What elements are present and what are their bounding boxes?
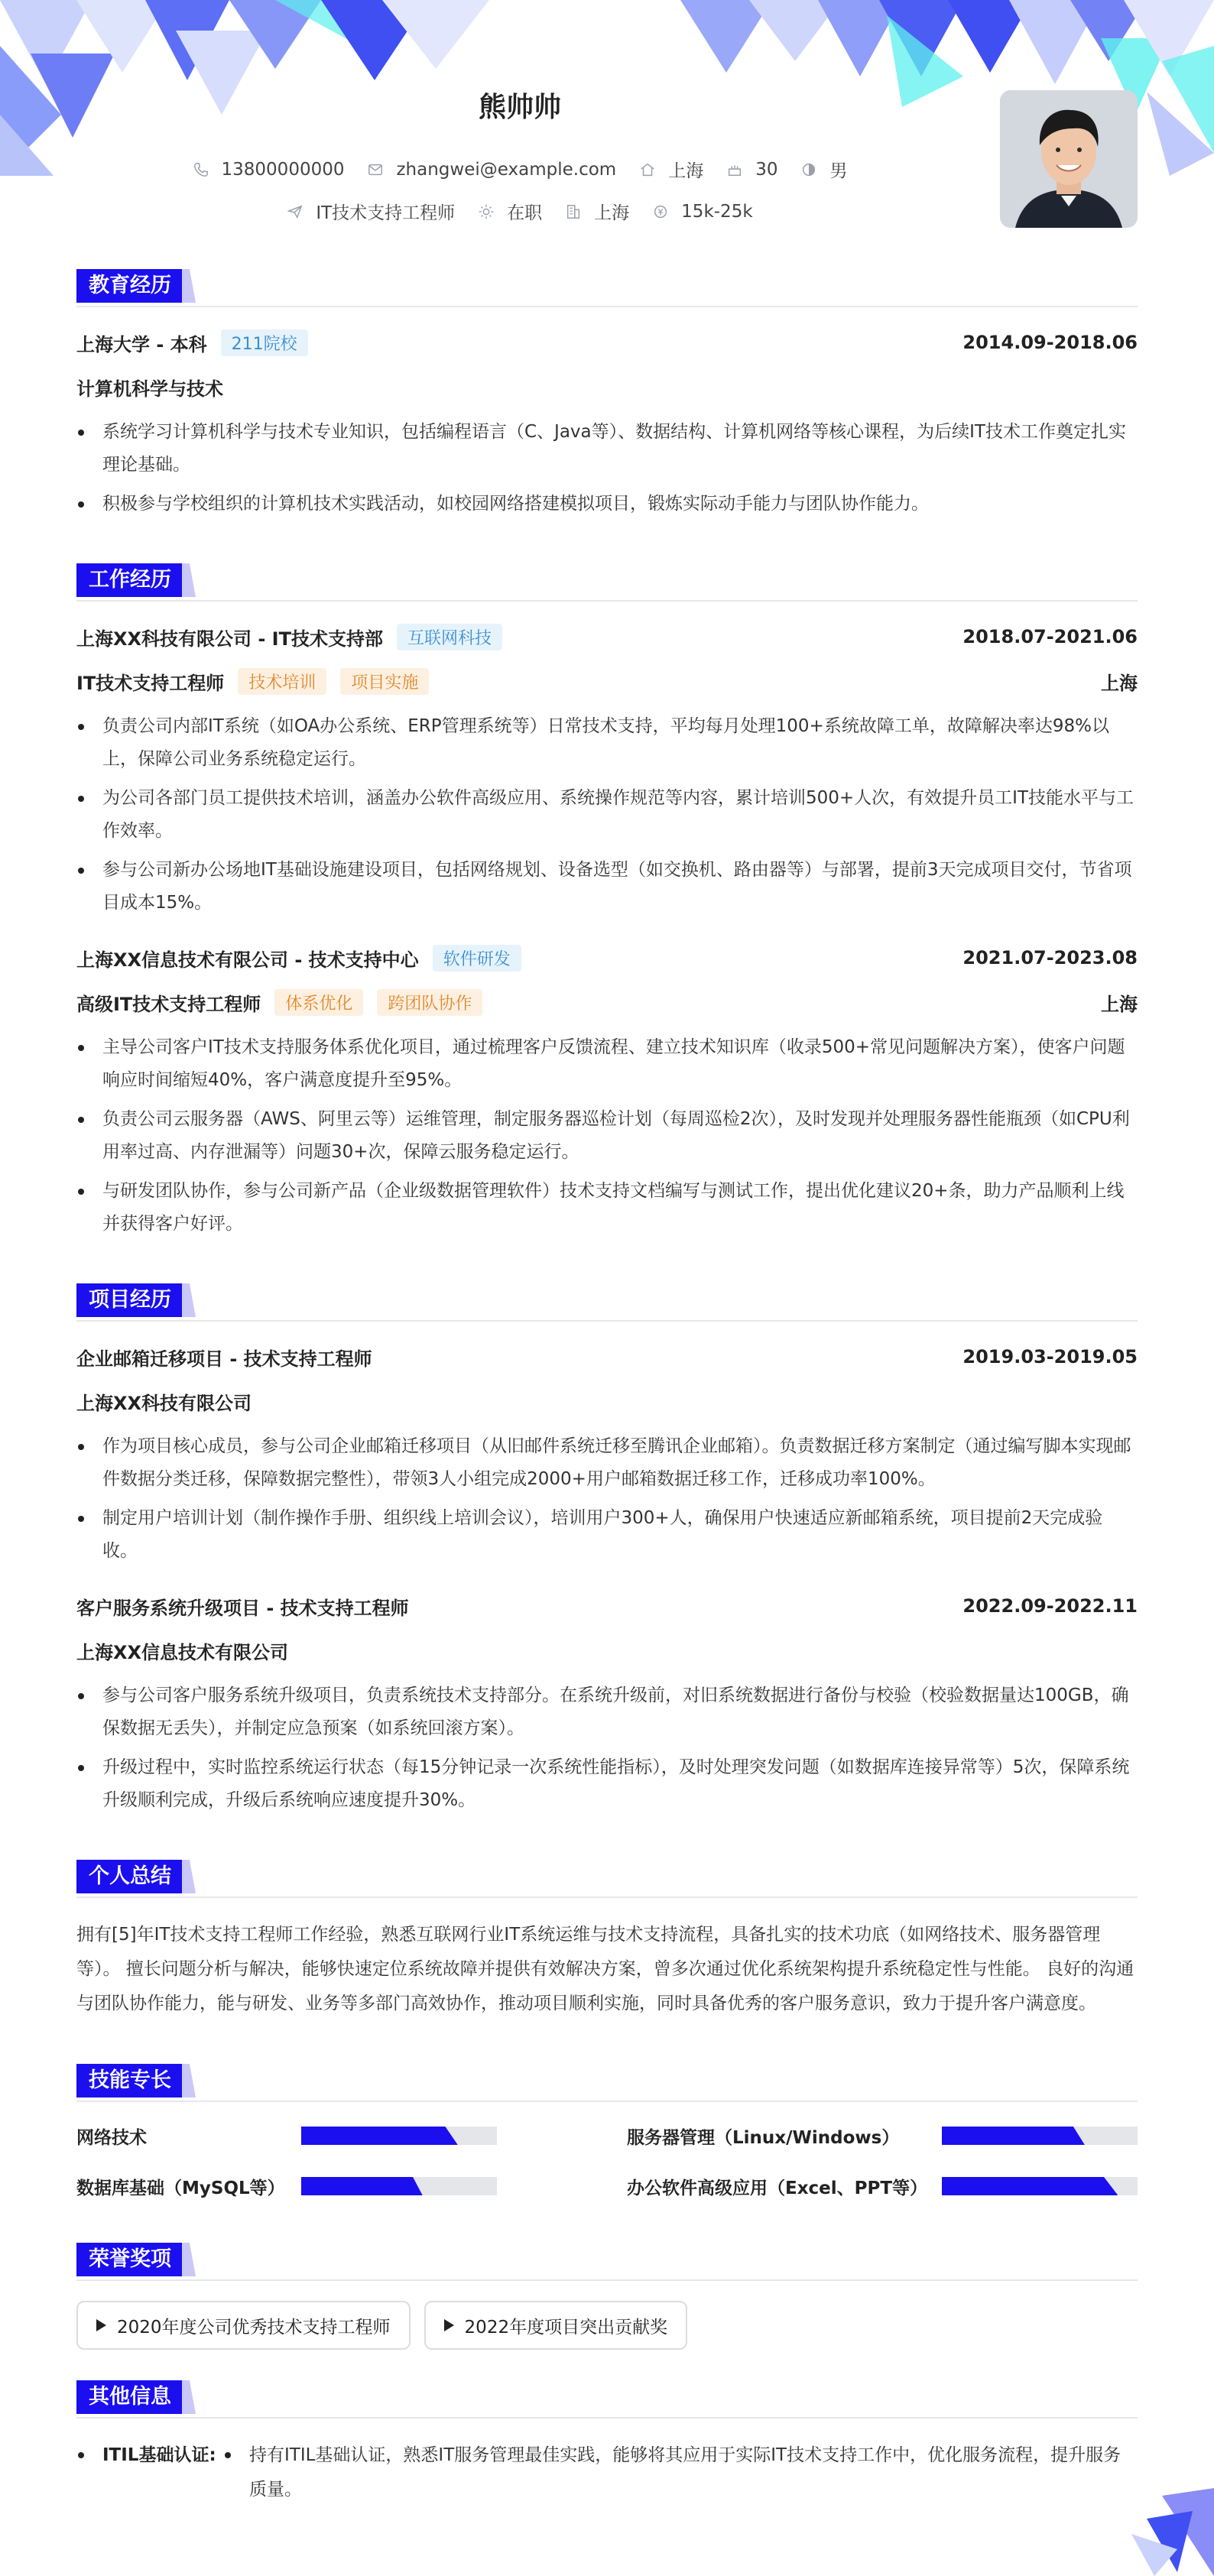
send-icon xyxy=(287,203,304,220)
bullet-list xyxy=(76,710,1138,920)
other-item xyxy=(76,2438,1138,2507)
resume-body xyxy=(76,269,1138,2550)
age-icon xyxy=(726,161,743,178)
bullet-item: 参与公司客户服务系统升级项目，负责系统技术支持部分。在系统升级前，对旧系统数据进行备份与校验（校验数据量达100GB，确保数据无丢失），并制定应急预案（如系统回滚方案）。 xyxy=(76,1679,1138,1745)
section-title-tail xyxy=(182,563,196,597)
bullet-item: 负责公司云服务器（AWS、阿里云等）运维管理，制定服务器巡检计划（每周巡检2次），及时发现并处理服务器性能瓶颈（如CPU利用率过高、内存泄漏等）问题30+次，保障云服务稳定运行。 xyxy=(76,1103,1138,1169)
role-name: 高级IT技术支持工程师 xyxy=(76,993,261,1015)
entry-subheader xyxy=(76,1386,1138,1416)
section-divider xyxy=(76,1896,1138,1898)
section-header xyxy=(76,269,1138,307)
summary-text: 拥有[5]年IT技术支持工程师工作经验，熟悉互联网行业IT系统运维与技术支持流程，具备扎实的技术功底（如网络技术、服务器管理等）。 擅长问题分析与解决，能够快速定位系统故障并提供有效解决方案，曾多次通过优化系统架构提升系统稳定性与性能。 良好的沟通与团队协作能力，能与研发、业务等多部门高效协作，推动项目顺利实施，同时具备优秀的客户服务意识，致力于提升客户满意度。 xyxy=(76,1925,1134,2013)
section-title-tail xyxy=(182,269,196,303)
skills-section xyxy=(76,2064,1138,2200)
bullet-item: 升级过程中，实时监控系统运行状态（每15分钟记录一次系统性能指标），及时处理突发问题（如数据库连接异常等）5次，保障系统升级顺利完成，升级后系统响应速度提升30%。 xyxy=(76,1751,1138,1817)
school-name: 上海大学 - 本科 xyxy=(76,333,207,355)
job-title-info xyxy=(287,199,455,224)
work-section xyxy=(76,563,1138,1241)
section-title-tail xyxy=(182,2064,196,2097)
project-entry xyxy=(76,1342,1138,1568)
company-name: 上海XX科技有限公司 - IT技术支持部 xyxy=(76,628,383,650)
awards-section xyxy=(76,2243,1138,2350)
other-key: ITIL基础认证: xyxy=(76,2438,223,2507)
section-divider xyxy=(76,2417,1138,2419)
industry-tag: 软件研发 xyxy=(433,945,521,972)
skill-name: 网络技术 xyxy=(76,2127,147,2148)
phone-info xyxy=(193,157,345,182)
gear-icon xyxy=(478,203,495,220)
award-item xyxy=(424,2301,688,2350)
section-title-text: 个人总结 xyxy=(76,1860,183,1893)
bullet-item: 负责公司内部IT系统（如OA办公系统、ERP管理系统等）日常技术支持，平均每月处理100+系统故障工单，故障解决率达98%以上，保障公司业务系统稳定运行。 xyxy=(76,710,1138,776)
skill-item xyxy=(627,2172,1138,2200)
entry-header xyxy=(76,1342,1138,1372)
work-entry xyxy=(76,942,1138,1241)
school-tag: 211院校 xyxy=(221,329,308,356)
entry-date: 2019.03-2019.05 xyxy=(962,1346,1138,1367)
skill-grid xyxy=(76,2122,1138,2200)
industry-tag: 互联网科技 xyxy=(397,624,502,650)
section-title-tail xyxy=(182,1860,196,1893)
section-header xyxy=(76,563,1138,602)
work-entry xyxy=(76,621,1138,920)
major-name: 计算机科学与技术 xyxy=(76,378,223,400)
projects-section xyxy=(76,1283,1138,1817)
section-title-tail xyxy=(182,2380,196,2414)
bullet-item: 作为项目核心成员，参与公司企业邮箱迁移项目（从旧邮件系统迁移至腾讯企业邮箱）。负责数据迁移方案制定（通过编写脚本实现邮件数据分类迁移，保障数据完整性），带领3人小组完成2000+用户邮箱数据迁移工作，迁移成功率100%。 xyxy=(76,1430,1138,1496)
location-text: 上海 xyxy=(1101,672,1138,694)
skill-bar xyxy=(301,2177,497,2195)
education-section xyxy=(76,269,1138,521)
candidate-name: 熊帅帅 xyxy=(478,92,561,123)
section-header xyxy=(76,2064,1138,2102)
building-icon xyxy=(565,203,582,220)
gender-text: 男 xyxy=(829,161,848,181)
section-title-text: 技能专长 xyxy=(76,2064,183,2097)
home-icon xyxy=(639,161,656,178)
skill-bar-fill xyxy=(301,2177,423,2195)
skill-bar-fill xyxy=(942,2127,1085,2145)
section-title-text: 教育经历 xyxy=(76,269,183,303)
entry-subheader xyxy=(76,666,1138,696)
entry-header xyxy=(76,942,1138,973)
city-info xyxy=(639,157,703,182)
skill-item xyxy=(627,2122,1138,2149)
education-entry xyxy=(76,327,1138,521)
project-entry xyxy=(76,1591,1138,1817)
skill-name: 数据库基础（MySQL等） xyxy=(76,2178,285,2198)
location-text: 上海 xyxy=(1101,993,1138,1015)
skill-name: 办公软件高级应用（Excel、PPT等） xyxy=(627,2178,928,2198)
skill-bar xyxy=(301,2127,497,2145)
skill-item xyxy=(76,2122,512,2149)
entry-subheader xyxy=(76,371,1138,402)
role-name: IT技术支持工程师 xyxy=(76,672,225,694)
summary-section xyxy=(76,1860,1138,2021)
phone-icon xyxy=(193,161,209,178)
skill-name: 服务器管理（Linux/Windows） xyxy=(627,2127,900,2148)
bullet-item: 制定用户培训计划（制作操作手册、组织线上培训会议），培训用户300+人，确保用户快速适应新邮箱系统，项目提前2天完成验收。 xyxy=(76,1502,1138,1568)
section-divider xyxy=(76,306,1138,307)
project-name: 客户服务系统升级项目 - 技术支持工程师 xyxy=(76,1597,409,1619)
award-item xyxy=(76,2301,411,2350)
age-info xyxy=(726,157,777,182)
status-info xyxy=(478,199,542,224)
entry-header xyxy=(76,1591,1138,1621)
award-name: 2022年度项目突出贡献奖 xyxy=(464,2317,668,2338)
bullet-list xyxy=(76,1031,1138,1241)
play-icon xyxy=(96,2319,106,2331)
bullet-item: 主导公司客户IT技术支持服务体系优化项目，通过梳理客户反馈流程、建立技术知识库（收录500+常见问题解决方案），使客户问题响应时间缩短40%，客户满意度提升至95%。 xyxy=(76,1031,1138,1097)
section-title-tail xyxy=(182,2243,196,2276)
status-text: 在职 xyxy=(507,203,543,223)
award-list xyxy=(76,2301,1138,2350)
role-tag: 体系优化 xyxy=(274,989,363,1016)
section-title-text: 其他信息 xyxy=(76,2380,183,2414)
role-tag: 项目实施 xyxy=(340,668,429,695)
entry-subheader xyxy=(76,987,1138,1017)
job-intent-row xyxy=(0,199,1040,224)
project-org: 上海XX信息技术有限公司 xyxy=(76,1641,289,1663)
bullet-item: 系统学习计算机科学与技术专业知识，包括编程语言（C、Java等）、数据结构、计算机网络等核心课程，为后续IT技术工作奠定扎实理论基础。 xyxy=(76,416,1138,482)
role-tag: 跨团队协作 xyxy=(377,989,482,1016)
section-header xyxy=(76,1283,1138,1322)
entry-date: 2022.09-2022.11 xyxy=(962,1595,1138,1617)
section-title-text: 工作经历 xyxy=(76,563,183,597)
other-value: 持有ITIL基础认证，熟悉IT服务管理最佳实践，能够将其应用于实际IT技术支持工作中，优化服务流程，提升服务质量。 xyxy=(223,2438,1138,2507)
section-header xyxy=(76,2243,1138,2281)
company-name: 上海XX信息技术有限公司 - 技术支持中心 xyxy=(76,949,419,971)
avatar-photo xyxy=(1000,90,1138,228)
gender-info xyxy=(800,157,847,182)
section-title-text: 荣誉奖项 xyxy=(76,2243,183,2276)
salary-info xyxy=(652,199,752,224)
skill-item xyxy=(76,2172,512,2200)
skill-bar-fill xyxy=(301,2127,458,2145)
entry-header xyxy=(76,621,1138,652)
footer-decoration xyxy=(1131,2488,1214,2576)
job-title-text: IT技术支持工程师 xyxy=(316,203,456,223)
bullet-item: 积极参与学校组织的计算机技术实践活动，如校园网络搭建模拟项目，锻炼实际动手能力与团队协作能力。 xyxy=(76,488,1138,521)
entry-date: 2021.07-2023.08 xyxy=(962,947,1138,968)
target-city-text: 上海 xyxy=(594,203,630,223)
section-divider xyxy=(76,600,1138,602)
skill-bar xyxy=(942,2177,1138,2195)
section-divider xyxy=(76,1320,1138,1322)
entry-subheader xyxy=(76,1635,1138,1666)
resume-header xyxy=(0,0,1214,245)
bullet-list xyxy=(76,1679,1138,1817)
entry-date: 2014.09-2018.06 xyxy=(962,332,1138,353)
section-header xyxy=(76,1860,1138,1898)
bullet-item: 参与公司新办公场地IT基础设施建设项目，包括网络规划、设备选型（如交换机、路由器等）与部署，提前3天完成项目交付，节省项目成本15%。 xyxy=(76,854,1138,920)
play-icon xyxy=(444,2319,454,2331)
section-divider xyxy=(76,2279,1138,2281)
role-tag: 技术培训 xyxy=(238,668,326,695)
email-text: zhangwei@example.com xyxy=(396,159,617,180)
salary-text: 15k-25k xyxy=(681,201,753,222)
age-text: 30 xyxy=(755,159,778,180)
avatar xyxy=(1000,90,1138,228)
section-title-text: 项目经历 xyxy=(76,1283,183,1317)
skill-bar-fill xyxy=(942,2177,1118,2195)
email-info xyxy=(367,157,616,182)
bullet-item: 与研发团队协作，参与公司新产品（企业级数据管理软件）技术支持文档编写与测试工作，提出优化建议20+条，助力产品顺利上线并获得客户好评。 xyxy=(76,1175,1138,1241)
bullet-item: 为公司各部门员工提供技术培训，涵盖办公软件高级应用、系统操作规范等内容，累计培训500+人次，有效提升员工IT技能水平与工作效率。 xyxy=(76,782,1138,848)
project-name: 企业邮箱迁移项目 - 技术支持工程师 xyxy=(76,1348,372,1370)
section-title-tail xyxy=(182,1283,196,1317)
gender-icon xyxy=(800,161,817,178)
city-text: 上海 xyxy=(668,161,704,181)
target-city-info xyxy=(565,199,629,224)
contact-row xyxy=(0,157,1040,182)
entry-date: 2018.07-2021.06 xyxy=(962,626,1138,647)
other-section xyxy=(76,2380,1138,2507)
skill-bar xyxy=(942,2127,1138,2145)
bullet-list xyxy=(76,416,1138,521)
entry-header xyxy=(76,327,1138,358)
section-header xyxy=(76,2380,1138,2419)
project-org: 上海XX科技有限公司 xyxy=(76,1392,252,1414)
section-divider xyxy=(76,2101,1138,2102)
award-name: 2020年度公司优秀技术支持工程师 xyxy=(117,2317,391,2338)
bullet-list xyxy=(76,1430,1138,1568)
coin-icon xyxy=(652,203,669,220)
phone-text: 13800000000 xyxy=(221,159,345,180)
mail-icon xyxy=(367,161,384,178)
